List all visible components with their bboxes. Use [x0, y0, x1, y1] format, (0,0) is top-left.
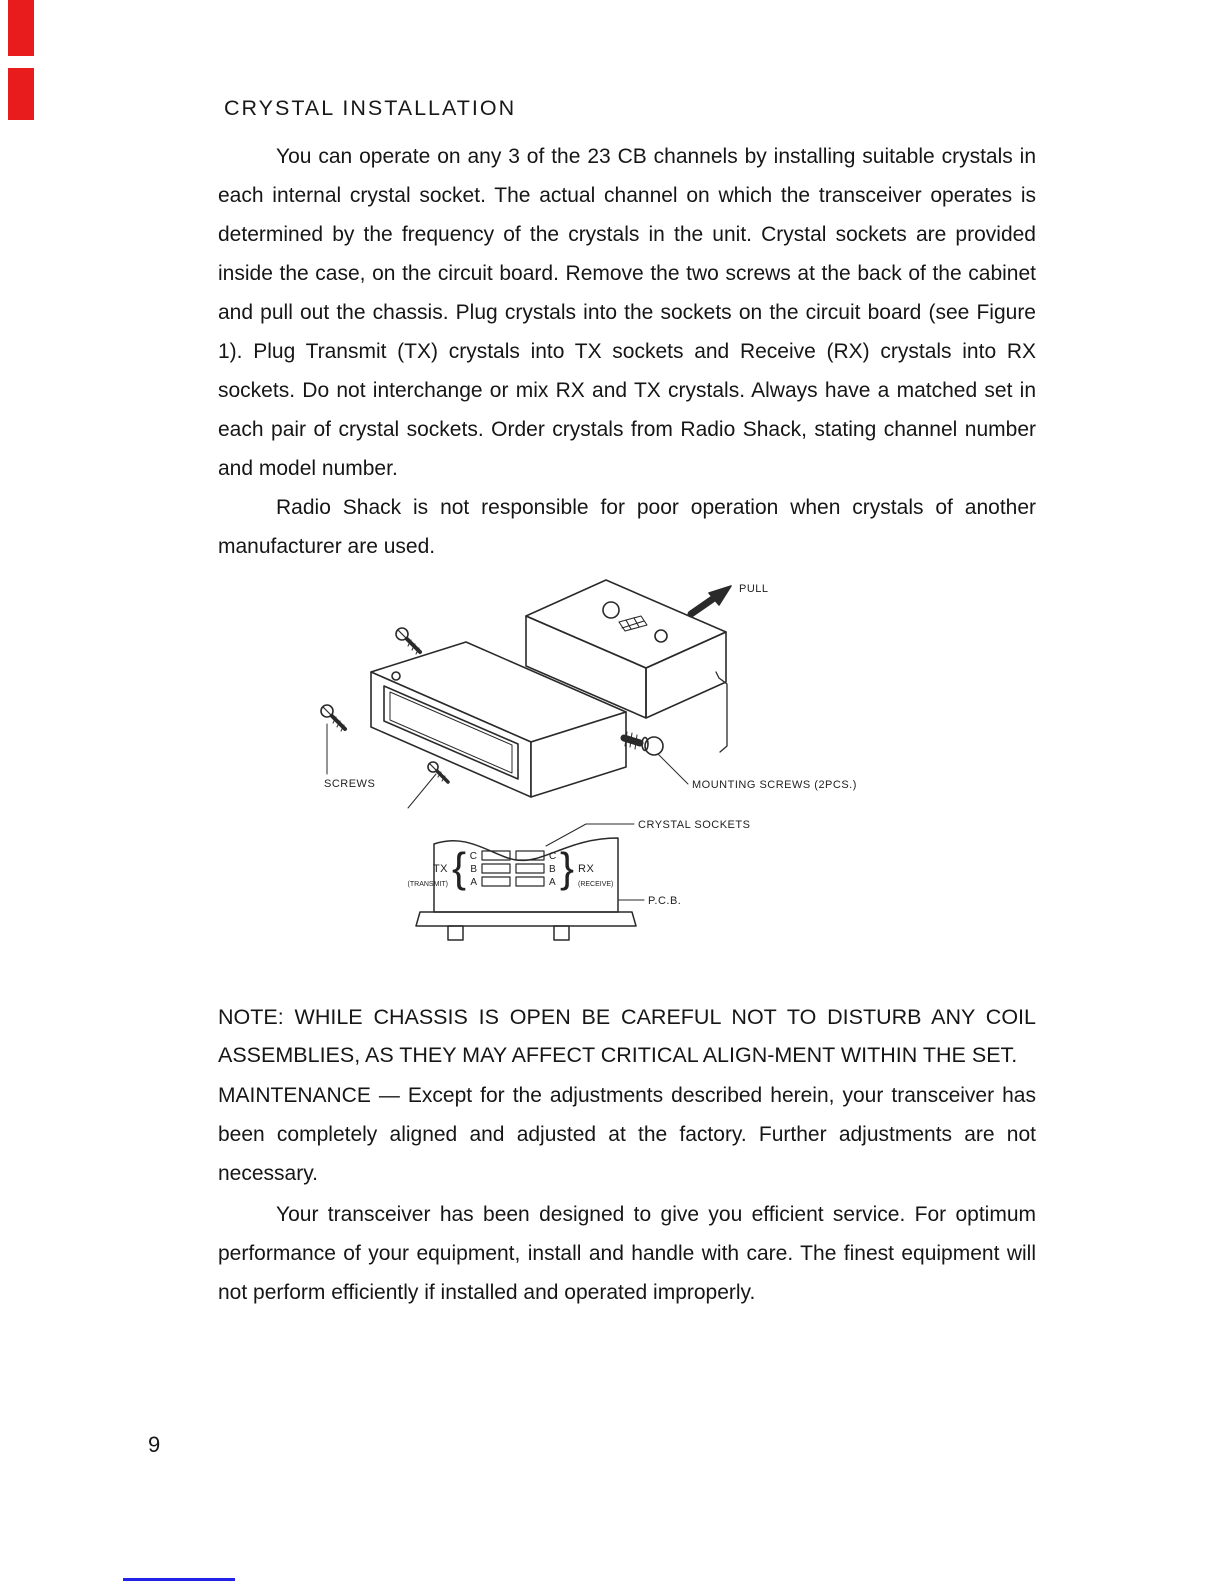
figure-label-pull: PULL [739, 583, 769, 595]
paragraph-crystal-installation: You can operate on any 3 of the 23 CB channels by installing suitable crystals in each internal crystal socket. The actual channel on which the transceiver operates is determined by the frequency of the crystals in the unit. Crystal sockets are provided inside the case, on the circuit board. Remove the two screws at the back of the cabinet and pull out the chassis. Plug crystals into the sockets on the circuit board (see Figure 1). Plug Transmit (TX) crystals into TX sockets and Receive (RX) crystals into RX sockets. Do not interchange or mix RX and TX crystals. Always have a matched set in each pair of crystal sockets. Order crystals from Radio Shack, stating channel number and model number. [218, 145, 1036, 480]
figure-label-mounting-screws: MOUNTING SCREWS (2PCS.) [692, 779, 857, 791]
pcb-foot-right [554, 926, 569, 940]
mounting-screw [624, 732, 663, 755]
scan-artifact-blue-line [123, 1578, 235, 1581]
paragraph-disclaimer: Radio Shack is not responsible for poor operation when crystals of another manufacturer are used. [218, 496, 1036, 558]
crystal-socket-grid [482, 851, 544, 886]
figure-label-rx: RX [578, 863, 595, 875]
chassis-pullout-drawing [321, 580, 731, 808]
socket-row-right-c: C [549, 851, 557, 862]
socket-row-left-b: B [470, 864, 477, 875]
brace-left: { [452, 844, 467, 891]
figure-1 [218, 574, 1036, 976]
figure-label-crystal-sockets: CRYSTAL SOCKETS [638, 819, 751, 831]
brace-right: } [560, 844, 575, 891]
socket-row-left-a: A [470, 877, 477, 888]
chassis-outline [371, 642, 626, 797]
figure-label-screws: SCREWS [324, 778, 376, 790]
pcb-foot-left [448, 926, 463, 940]
section-heading: CRYSTAL INSTALLATION [224, 96, 517, 120]
figure-diagram [246, 574, 946, 976]
figure-label-pcb: P.C.B. [648, 895, 682, 907]
figure-label-receive: (RECEIVE) [578, 881, 614, 888]
paragraph-closing: Your transceiver has been designed to give you efficient service. For optimum performance of your equipment, install and handle with care. The finest equipment will not perform efficiently if installed and operated improperly. [218, 1203, 1036, 1304]
cabinet-screw-1 [396, 628, 420, 654]
cabinet-screw-2 [321, 705, 345, 731]
scan-artifact-red-bar-bottom [8, 68, 34, 120]
scan-artifact-red-bar-top [8, 0, 34, 56]
cabinet-screw-3 [428, 762, 448, 782]
case-hole-2 [655, 630, 667, 642]
socket-row-right-a: A [549, 877, 556, 888]
pull-arrow-icon [691, 586, 731, 614]
paragraph-note: NOTE: WHILE CHASSIS IS OPEN BE CAREFUL NOT TO DISTURB ANY COIL ASSEMBLIES, AS THEY MAY AFFECT CRITICAL ALIGN-MENT WITHIN THE SET. [218, 1005, 1036, 1067]
pcb-base [416, 912, 636, 926]
figure-label-tx: TX [432, 863, 448, 875]
manual-page [218, 96, 1036, 1312]
socket-row-right-b: B [549, 864, 556, 875]
case-hole-1 [603, 602, 619, 618]
socket-row-left-c: C [469, 851, 477, 862]
paragraph-maintenance: MAINTENANCE — Except for the adjustments described herein, your transceiver has been completely aligned and adjusted at the factory. Further adjustments are not necessary. [218, 1084, 1036, 1185]
figure-label-transmit: (TRANSMIT) [407, 881, 448, 888]
page-number: 9 [148, 1432, 161, 1457]
connector-grid [619, 616, 647, 631]
